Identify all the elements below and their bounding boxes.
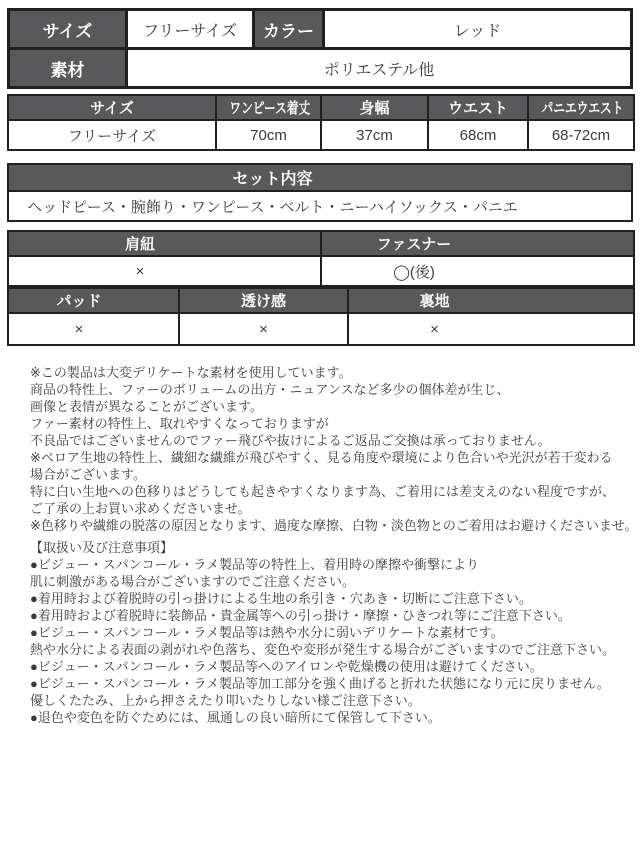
notes-line: ※この製品は大変デリケートな素材を使用しています。: [30, 365, 352, 380]
notes-line: 場合がございます。: [30, 467, 146, 482]
measurements-header-dress-length-label: ワンピース着丈: [229, 100, 311, 117]
pad-value: ×: [8, 313, 179, 345]
measurements-header-pannier-waist-label: パニエウエスト: [541, 100, 624, 117]
pad-sheer-lining-table: [7, 287, 635, 346]
care-line: ●退色や変色を防ぐためには、風通しの良い暗所にて保管して下さい。: [30, 710, 441, 725]
notes-line: 商品の特性上、ファーのボリュームの出方・ニュアンスなど多少の個体差が生じ、: [30, 382, 510, 397]
lining-header: 裏地: [348, 288, 634, 313]
strap-fastener-table: [7, 230, 635, 287]
care-line: 熱や水分による表面の剥がれや色落ち、変色や変形が発生する場合がございますのでご注意下さい。: [30, 642, 616, 657]
care-line: ●ビジュー・スパンコール・ラメ製品等加工部分を強く曲げると折れた状態になり元に戻りません。: [30, 676, 610, 691]
care-line: ●着用時および着脱時に装飾品・貴金属等への引っ掛け・摩擦・ひきつれ等にご注意下さい。: [30, 608, 571, 623]
sheerness-header: 透け感: [179, 288, 348, 313]
set-contents-header: セット内容: [8, 164, 632, 191]
notes-line: ※色移りや繊維の脱落の原因となります、過度な摩擦、白物・淡色物とのご着用はお避けくださいませ。: [30, 518, 638, 533]
material-value: ポリエステル他: [127, 49, 632, 88]
color-value: レッド: [324, 10, 632, 49]
notes-line: ※ベロア生地の特性上、繊細な繊維が飛びやすく、見る角度や環境により色合いや光沢が若干変わる: [30, 450, 613, 465]
notes-line: 不良品ではございませんのでファー飛びや抜けによるご返品ご交換は承っておりません。: [30, 433, 551, 448]
color-label: カラー: [254, 10, 324, 49]
strap-value: ×: [8, 256, 321, 286]
set-contents-table: [7, 163, 633, 222]
sheerness-value: ×: [179, 313, 348, 345]
care-title: 【取扱い及び注意事項】: [30, 540, 174, 555]
size-label: サイズ: [9, 10, 127, 49]
lining-value: ×: [348, 313, 634, 345]
measurements-dress-length-value: 70cm: [216, 120, 321, 150]
fabric-notes: [30, 364, 638, 534]
notes-line: 画像と表情が異なることがございます。: [30, 399, 263, 414]
care-line: ●ビジュー・スパンコール・ラメ製品等の特性上、着用時の摩擦や衝撃により: [30, 557, 479, 572]
notes-line: ファー素材の特性上、取れやすくなっておりますが: [30, 416, 329, 431]
set-contents-value: ヘッドピース・腕飾り・ワンピース・ベルト・ニーハイソックス・パニエ: [8, 191, 632, 221]
measurements-size-value: フリーサイズ: [8, 120, 216, 150]
care-line: ●ビジュー・スパンコール・ラメ製品等へのアイロンや乾燥機の使用は避けてください。: [30, 659, 543, 674]
measurements-header-pannier-waist: [528, 95, 634, 120]
notes-line: ご了承の上お買い求めくださいませ。: [30, 501, 251, 516]
strap-header: 肩紐: [8, 231, 321, 256]
notes-line: 特に白い生地への色移りはどうしても起きやすくなります為、ご着用には差支えのない程度ですが、: [30, 484, 616, 499]
care-line: ●着用時および着脱時の引っ掛けによる生地の糸引き・穴あき・切断にご注意下さい。: [30, 591, 532, 606]
care-line: 肌に刺激がある場合がございますのでご注意ください。: [30, 574, 356, 589]
fastener-header: ファスナー: [321, 231, 634, 256]
measurements-header-body-width: 身幅: [321, 95, 428, 120]
care-line: ●ビジュー・スパンコール・ラメ製品等は熱や水分に弱いデリケートな素材です。: [30, 625, 504, 640]
measurements-header-waist: ウエスト: [428, 95, 528, 120]
material-label: 素材: [9, 49, 127, 88]
measurements-header-dress-length: [216, 95, 321, 120]
measurements-header-size: サイズ: [8, 95, 216, 120]
measurements-body-width-value: 37cm: [321, 120, 428, 150]
measurements-waist-value: 68cm: [428, 120, 528, 150]
measurements-table: [7, 94, 635, 151]
care-line: 優しくたたみ、上から押さえたり叩いたりしない様ご注意下さい。: [30, 693, 421, 708]
pad-header: パッド: [8, 288, 179, 313]
size-value: フリーサイズ: [127, 10, 254, 49]
size-color-material-table: [7, 8, 633, 89]
care-instructions: [30, 539, 633, 726]
fastener-value: ◯(後): [321, 256, 634, 286]
measurements-pannier-waist-value: 68-72cm: [528, 120, 634, 150]
